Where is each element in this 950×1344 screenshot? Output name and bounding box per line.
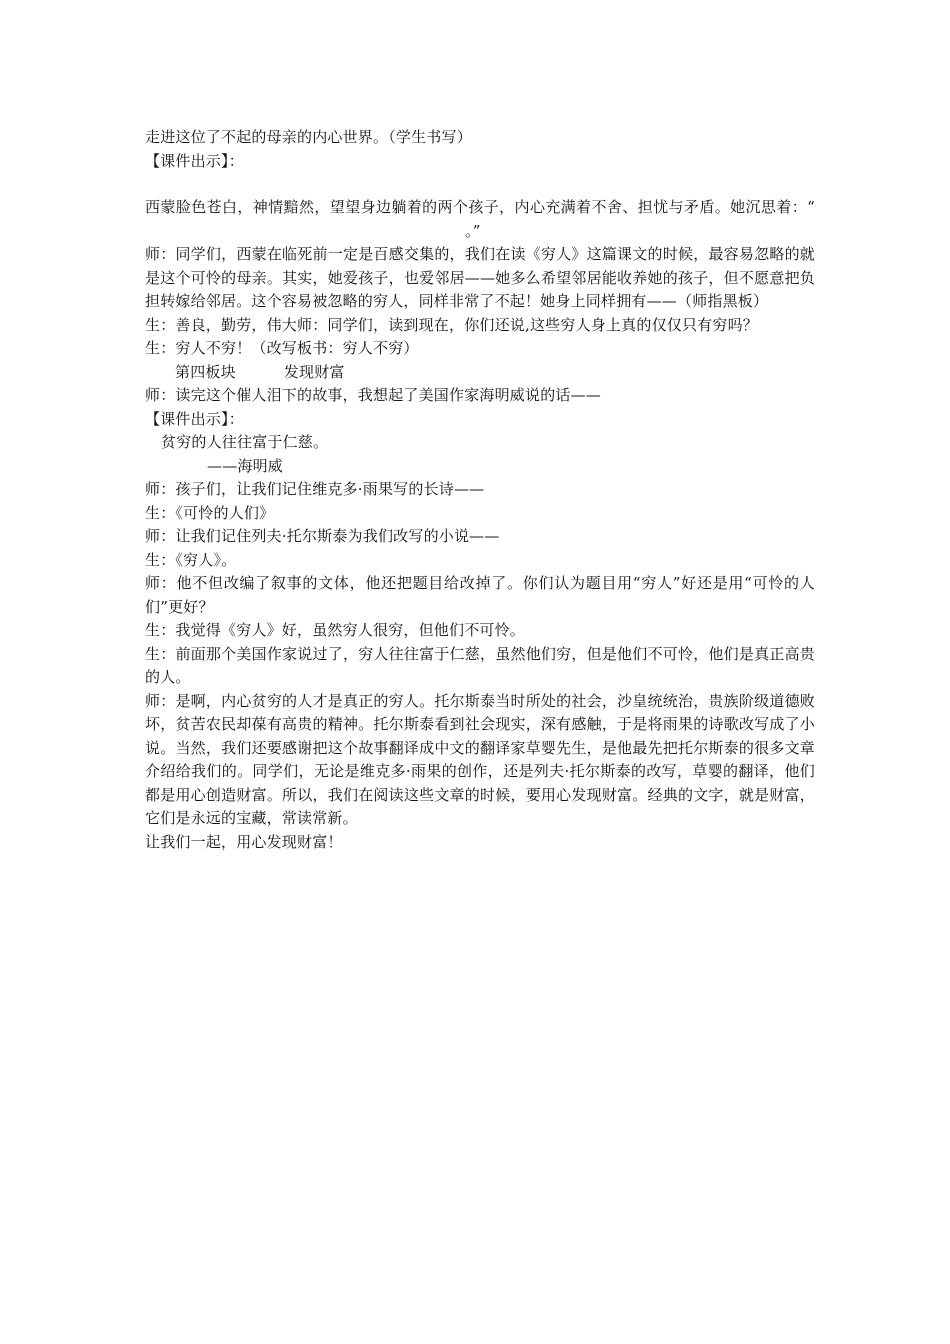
quote-open: 着：“: [776, 198, 815, 216]
teacher-paragraph-5: 师：他不但改编了叙事的文体，他还把题目给改掉了。你们认为题目用“穷人”好还是用“可怜的人们”更好？: [145, 574, 815, 616]
teacher-paragraph-6: 师：是啊，内心贫穷的人才是真正的穷人。托尔斯泰当时所处的社会，沙皇统统治，贵族阶级道德败坏，贫苦农民却葆有高贵的精神。托尔斯泰看到社会现实，深有感触，于是将雨果的诗歌改写成了小说。当然，我们还要感谢把这个故事翻译成中文的翻译家草婴先生，是他最先把托尔斯泰的很多文章介绍给我们的。同学们，无论是维克多·雨果的创作，还是列夫·托尔斯泰的改写，草婴的翻译，他们都是用心创造财富。所以，我们在阅读这些文章的时候，要用心发现财富。经典的文字，就是财富，它们是永远的宝藏，常读常新。: [145, 691, 815, 827]
section-number: 第四板块: [175, 362, 236, 381]
teacher-line-3: 师：孩子们，让我们记住维克多·雨果写的长诗——: [145, 480, 485, 498]
teacher-line-2: 师：读完这个催人泪下的故事，我想起了美国作家海明威说的话——: [145, 386, 602, 404]
section-heading: [145, 361, 815, 385]
student-paragraph-6: 生：前面那个美国作家说过了，穷人往往富于仁慈，虽然他们穷，但是他们不可怜，他们是真正高贵的人。: [145, 644, 815, 686]
quote-close: 。”: [465, 221, 481, 240]
courseware-label: 【课件出示】：: [145, 151, 244, 170]
student-line-3: 生：《可怜的人们》: [145, 503, 275, 522]
student-line-4: 生：《穷人》。: [145, 550, 237, 569]
section-title: 发现财富: [283, 362, 345, 381]
document-page: [145, 126, 815, 854]
closing-line: 让我们一起，用心发现财富！: [145, 832, 343, 851]
courseware-label-2: 【课件出示】：: [145, 409, 244, 428]
quote-author: ——海明威: [207, 456, 284, 475]
hemingway-quote: 贫穷的人往往富于仁慈。: [161, 433, 329, 451]
student-line-1: 生：善良，勤劳，伟大师：同学们，读到现在，你们还说,这些穷人身上真的仅仅只有穷吗？: [145, 315, 758, 334]
teacher-paragraph-1: 师：同学们，西蒙在临死前一定是百感交集的，我们在读《穷人》这篇课文的时候，最容易忽略的就是这个可怜的母亲。其实，她爱孩子，也爱邻居——她多么希望邻居能收养她的孩子，但不愿意把负担转嫁给邻居。这个容易被忽略的穷人，同样非常了不起！她身上同样拥有——（师指黑板）: [145, 245, 815, 310]
ximeng-text: 西蒙脸色苍白，神情黯然，望望身边躺着的两个孩子，内心充满着不舍、担忧与矛盾。她沉思: [145, 198, 777, 216]
student-line-5: 生：我觉得《穷人》好，虽然穷人很穷，但他们不可怜。: [145, 621, 526, 639]
ximeng-paragraph: [145, 196, 815, 243]
intro-line: 走进这位了不起的母亲的内心世界。（学生书写）: [145, 128, 472, 146]
student-line-2: 生：穷人不穷！（改写板书：穷人不穷）: [145, 339, 419, 357]
teacher-line-4: 师：让我们记住列夫·托尔斯泰为我们改写的小说——: [145, 527, 500, 545]
